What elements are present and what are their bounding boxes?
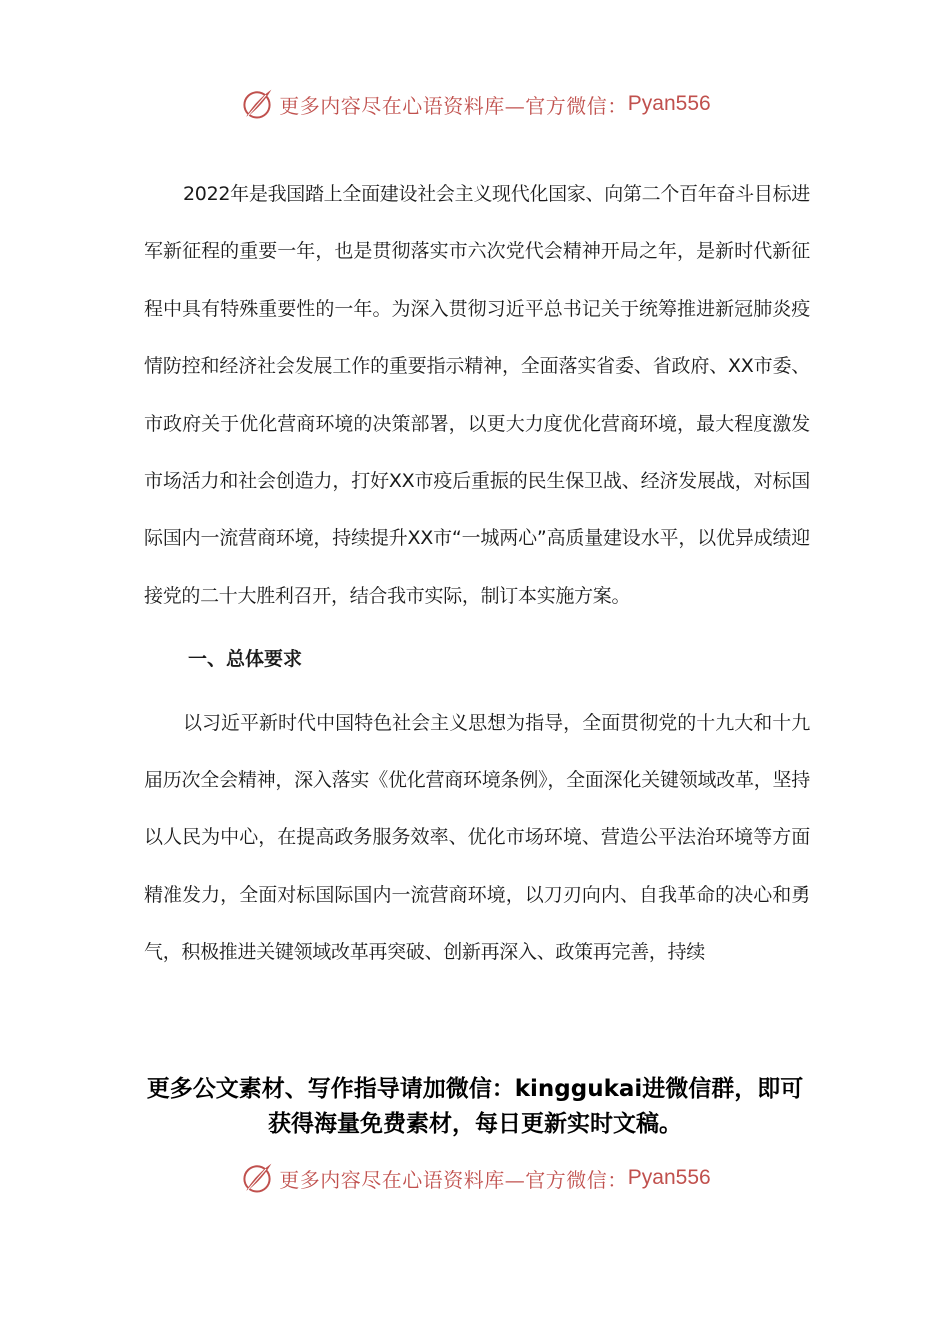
document-body [144, 166, 810, 982]
promo-line-2: 获得海量免费素材，每日更新实时文稿。 [268, 1111, 682, 1137]
watermark-text: 更多内容尽在心语资料库—官方微信： [279, 1167, 628, 1192]
footer-watermark [0, 1158, 950, 1198]
watermark-text: 更多内容尽在心语资料库—官方微信： [279, 93, 628, 118]
watermark-wechat-id: Pyan556 [627, 1166, 711, 1189]
section-heading: 一、总体要求 [188, 648, 303, 671]
quill-logo-icon [239, 1160, 275, 1196]
watermark-wechat-id: Pyan556 [627, 92, 711, 115]
header-watermark [0, 84, 950, 124]
requirements-paragraph: 以习近平新时代中国特色社会主义思想为指导，全面贯彻党的十九大和十九届历次全会精神，深入落实《优化营商环境条例》，全面深化关键领域改革，坚持以人民为中心，在提高政务服务效率、优化市场环境、营造公平法治环境等方面精准发力，全面对标国际国内一流营商环境，以刀刃向内、自我革命的决心和勇气，积极推进关键领域改革再突破、创新再深入、政策再完善，持续 [144, 711, 810, 964]
intro-paragraph: 2022年是我国踏上全面建设社会主义现代化国家、向第二个百年奋斗目标进军新征程的重要一年，也是贯彻落实市六次党代会精神开局之年，是新时代新征程中具有特殊重要性的一年。为深入贯彻习近平总书记关于统筹推进新冠肺炎疫情防控和经济社会发展工作的重要指示精神，全面落实省委、省政府、XX市委、市政府关于优化营商环境的决策部署，以更大力度优化营商环境，最大程度激发市场活力和社会创造力，打好XX市疫后重振的民生保卫战、经济发展战，对标国际国内一流营商环境，持续提升XX市“一城两心”高质量建设水平，以优异成绩迎接党的二十大胜利召开，结合我市实际，制订本实施方案。 [144, 183, 810, 607]
promo-notice [100, 1072, 850, 1142]
promo-line-1: 更多公文素材、写作指导请加微信：kinggukai进微信群，即可 [146, 1076, 804, 1102]
quill-logo-icon [239, 86, 275, 122]
